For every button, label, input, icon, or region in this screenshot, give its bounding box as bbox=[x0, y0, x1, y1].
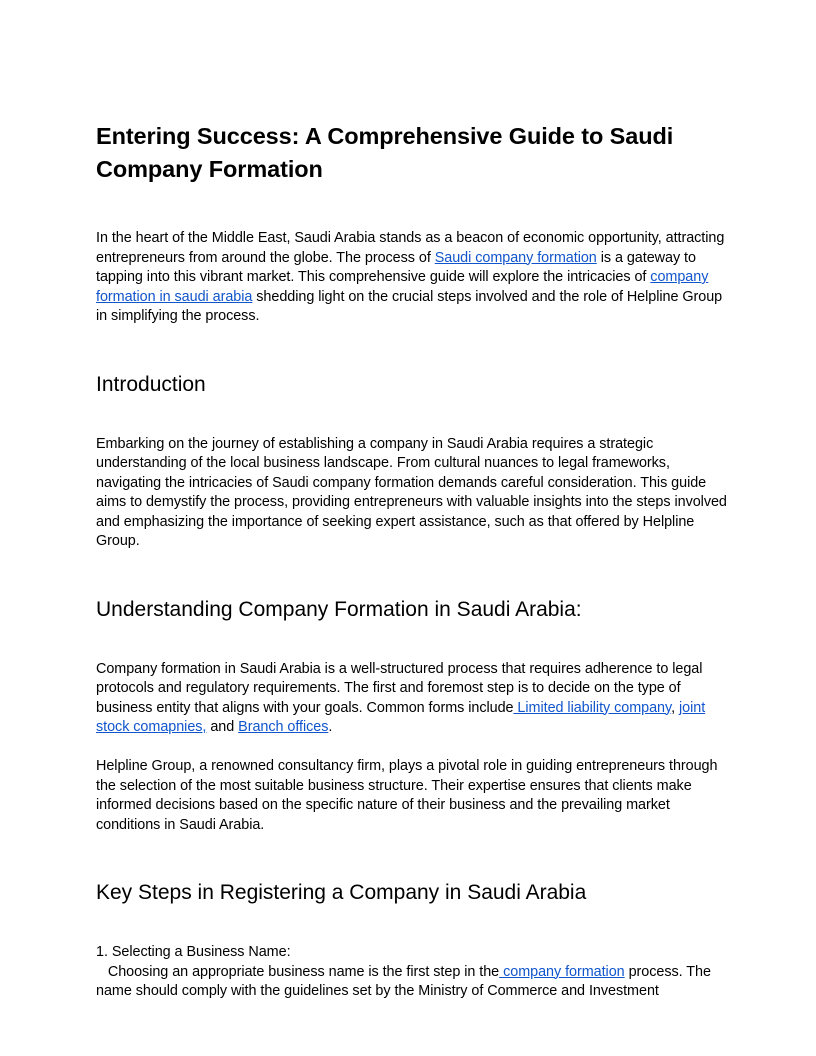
link-company-formation[interactable]: company formation bbox=[499, 963, 625, 980]
heading-introduction: Introduction bbox=[96, 372, 206, 396]
link-saudi-company-formation[interactable]: Saudi company formation bbox=[434, 249, 597, 266]
link-company-formation-in-saudi-arabia[interactable]: company formation in saudi arabia bbox=[96, 269, 709, 305]
title-line-2: Company Formation bbox=[96, 156, 323, 182]
title-line-1: Entering Success: A Comprehensive Guide to Saudi bbox=[96, 123, 674, 149]
step-1-paragraph: Choosing an appropriate business name is the first step in the company formation process. The name should comply with the guidelines set by the Ministry of Commerce and Investment bbox=[96, 963, 715, 999]
document-title bbox=[96, 120, 736, 186]
link-joint-stock-companies[interactable]: joint stock comapnies, bbox=[96, 699, 706, 735]
link-branch-offices[interactable]: Branch offices bbox=[238, 719, 329, 735]
understanding-paragraph-2: Helpline Group, a renowned consultancy firm, plays a pivotal role in guiding entrepreneurs through the selection of the most suitable business structure. Their expertise ensures that clients make informed decisions based on the specific nature of their business and the prevailing market conditions in Saudi Arabia. bbox=[96, 758, 718, 833]
understanding-paragraph-1: Company formation in Saudi Arabia is a well-structured process that requires adherence to legal protocols and regulatory requirements. The first and foremost step is to decide on the type of business entity that aligns with your goals. Common forms include Limited liability company, joint stock comapnies, and Branch offices. bbox=[96, 660, 706, 735]
introduction-paragraph: Embarking on the journey of establishing a company in Saudi Arabia requires a strategic understanding of the local business landscape. From cultural nuances to legal frameworks, navigating the intricacies of Saudi company formation demands careful consideration. This guide aims to demystify the process, providing entrepreneurs with valuable insights into the steps involved and emphasizing the importance of seeking expert assistance, such as that offered by Helpline Group. bbox=[96, 435, 727, 549]
document-page bbox=[96, 120, 736, 1002]
heading-key-steps: Key Steps in Registering a Company in Saudi Arabia bbox=[96, 881, 587, 904]
link-limited-liability-company[interactable]: Limited liability company bbox=[513, 699, 672, 716]
step-1-title: 1. Selecting a Business Name: bbox=[96, 944, 291, 960]
intro-paragraph: In the heart of the Middle East, Saudi Arabia stands as a beacon of economic opportunity, attracting entrepreneurs from around the globe. The process of Saudi company formation is a gateway to tapping into this vibrant market. This comprehensive guide will explore the intricacies of company formation in saudi arabia shedding light on the crucial steps involved and the role of Helpline Group in simplifying the process. bbox=[96, 230, 725, 324]
heading-understanding: Understanding Company Formation in Saudi Arabia: bbox=[96, 597, 582, 621]
